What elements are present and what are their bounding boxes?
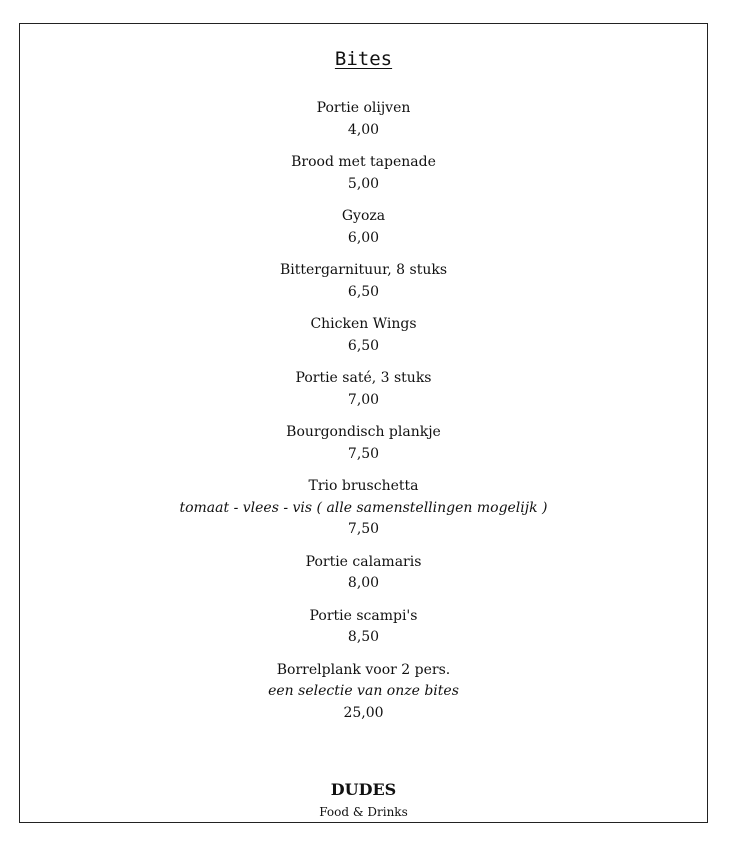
item-price: 6,50 xyxy=(347,337,380,354)
menu-item xyxy=(20,422,707,465)
menu-item xyxy=(20,206,707,249)
menu-card xyxy=(19,23,708,823)
item-price: 5,00 xyxy=(347,175,380,192)
brand-tagline: Food & Drinks xyxy=(319,805,408,819)
item-name: Bittergarnituur, 8 stuks xyxy=(279,262,448,278)
item-name: Portie saté, 3 stuks xyxy=(295,370,432,386)
item-name: Portie scampi's xyxy=(309,607,418,624)
item-price: 7,50 xyxy=(347,445,380,462)
menu-item xyxy=(20,368,707,411)
item-price: 6,50 xyxy=(347,283,380,300)
item-name: Borrelplank voor 2 pers. xyxy=(276,661,451,678)
item-price: 8,00 xyxy=(347,575,380,591)
item-price: 6,00 xyxy=(347,229,380,246)
item-name: Trio bruschetta xyxy=(308,478,419,494)
menu-item xyxy=(20,98,707,141)
menu-list xyxy=(20,98,707,735)
item-name: Brood met tapenade xyxy=(291,154,436,170)
brand-name: DUDES xyxy=(330,780,397,799)
item-price: 7,00 xyxy=(347,391,380,408)
menu-title: Bites xyxy=(334,48,393,70)
menu-item xyxy=(20,260,707,303)
item-name: Bourgondisch plankje xyxy=(286,424,441,440)
item-description: tomaat - vlees - vis ( alle samenstellingen mogelijk ) xyxy=(179,499,548,516)
item-price: 25,00 xyxy=(343,704,384,721)
item-name: Chicken Wings xyxy=(310,316,417,332)
menu-item xyxy=(20,606,707,649)
item-name: Portie olijven xyxy=(316,100,411,116)
item-price: 4,00 xyxy=(347,121,380,138)
footer xyxy=(20,779,707,823)
menu-item xyxy=(20,152,707,195)
item-price: 7,50 xyxy=(347,521,380,537)
item-description: een selectie van onze bites xyxy=(268,683,459,699)
item-price: 8,50 xyxy=(347,629,380,645)
item-name: Portie calamaris xyxy=(305,553,422,570)
menu-item xyxy=(20,660,707,725)
menu-item xyxy=(20,314,707,357)
item-name: Gyoza xyxy=(341,208,386,224)
menu-item xyxy=(20,552,707,595)
menu-item xyxy=(20,476,707,541)
